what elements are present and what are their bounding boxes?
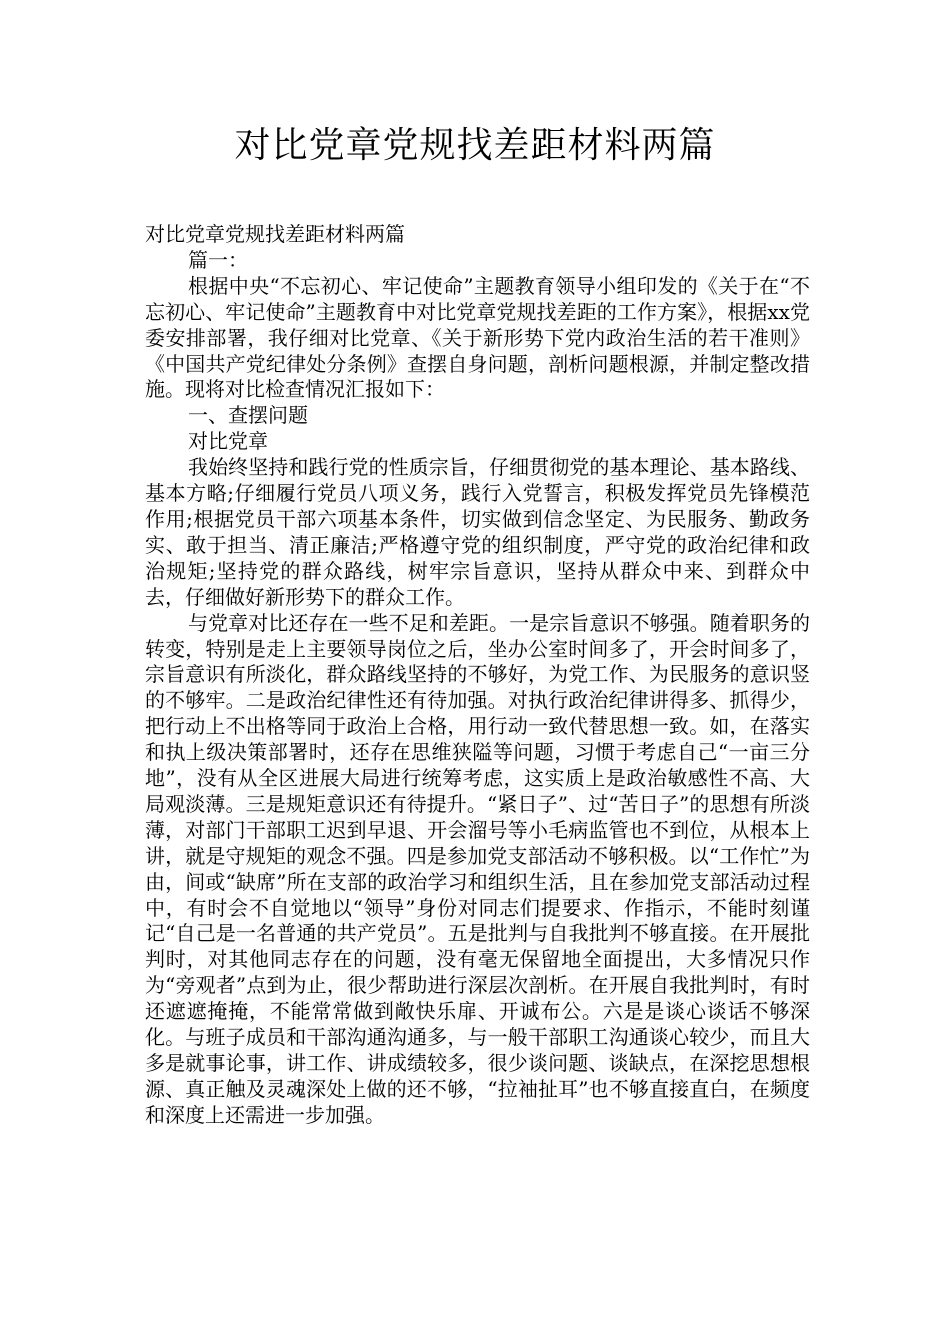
- intro-paragraph: 根据中央“不忘初心、牢记使命”主题教育领导小组印发的《关于在“不忘初心、牢记使命”主题教育中对比党章党规找差距的工作方案》，根据xx党委安排部署，我仔细对比党章、《关于新形势下党内政治生活的若干准则》《中国共产党纪律处分条例》查摆自身问题，剖析问题根源，并制定整改措施。现将对比检查情况汇报如下：: [145, 273, 810, 402]
- section-label: 篇一：: [188, 247, 248, 272]
- document-subtitle: 对比党章党规找差距材料两篇: [145, 222, 405, 246]
- subsection-heading: 对比党章: [188, 429, 268, 454]
- body-paragraph: 与党章对比还存在一些不足和差距。一是宗旨意识不够强。随着职务的转变，特别是走上主要领导岗位之后，坐办公室时间多了，开会时间多了，宗旨意识有所淡化，群众路线坚持的不够好，为党工作、为民服务的意识竖的不够牢。二是政治纪律性还有待加强。对执行政治纪律讲得多、抓得少，把行动上不出格等同于政治上合格，用行动一致代替思想一致。如，在落实和执上级决策部署时，还存在思维狭隘等问题，习惯于考虑自己“一亩三分地”，没有从全区进展大局进行统筹考虑，这实质上是政治敏感性不高、大局观淡薄。三是规矩意识还有待提升。“紧日子”、过“苦日子”的思想有所淡薄，对部门干部职工迟到早退、开会溜号等小毛病监管也不到位，从根本上讲，就是守规矩的观念不强。四是参加党支部活动不够积极。以“工作忙”为由，间或“缺席”所在支部的政治学习和组织生活，且在参加党支部活动过程中，有时会不自觉地以“领导”身份对同志们提要求、作指示，不能时刻谨记“自己是一名普通的共产党员”。五是批判与自我批判不够直接。在开展批判时，对其他同志存在的问题，没有毫无保留地全面提出，大多情况只作为“旁观者”点到为止，很少帮助进行深层次剖析。在开展自我批判时，有时还遮遮掩掩，不能常常做到敞快乐扉、开诚布公。六是是谈心谈话不够深化。与班子成员和干部沟通沟通多，与一般干部职工沟通谈心较少，而且大多是就事论事，讲工作、讲成绩较多，很少谈问题、谈缺点，在深挖思想根源、真正触及灵魂深处上做的还不够，“拉袖扯耳”也不够直接直白，在频度和深度上还需进一步加强。: [145, 610, 810, 1127]
- document-body: [145, 222, 810, 1129]
- document-title: 对比党章党规找差距材料两篇: [234, 125, 716, 166]
- section-heading: 一、查摆问题: [188, 403, 308, 428]
- body-paragraph: 我始终坚持和践行党的性质宗旨，仔细贯彻党的基本理论、基本路线、基本方略;仔细履行党员八项义务，践行入党誓言，积极发挥党员先锋模范作用;根据党员干部六项基本条件，切实做到信念坚定、为民服务、勤政务实、敢于担当、清正廉洁;严格遵守党的组织制度，严守党的政治纪律和政治规矩;坚持党的群众路线，树牢宗旨意识，坚持从群众中来、到群众中去，仔细做好新形势下的群众工作。: [145, 455, 810, 609]
